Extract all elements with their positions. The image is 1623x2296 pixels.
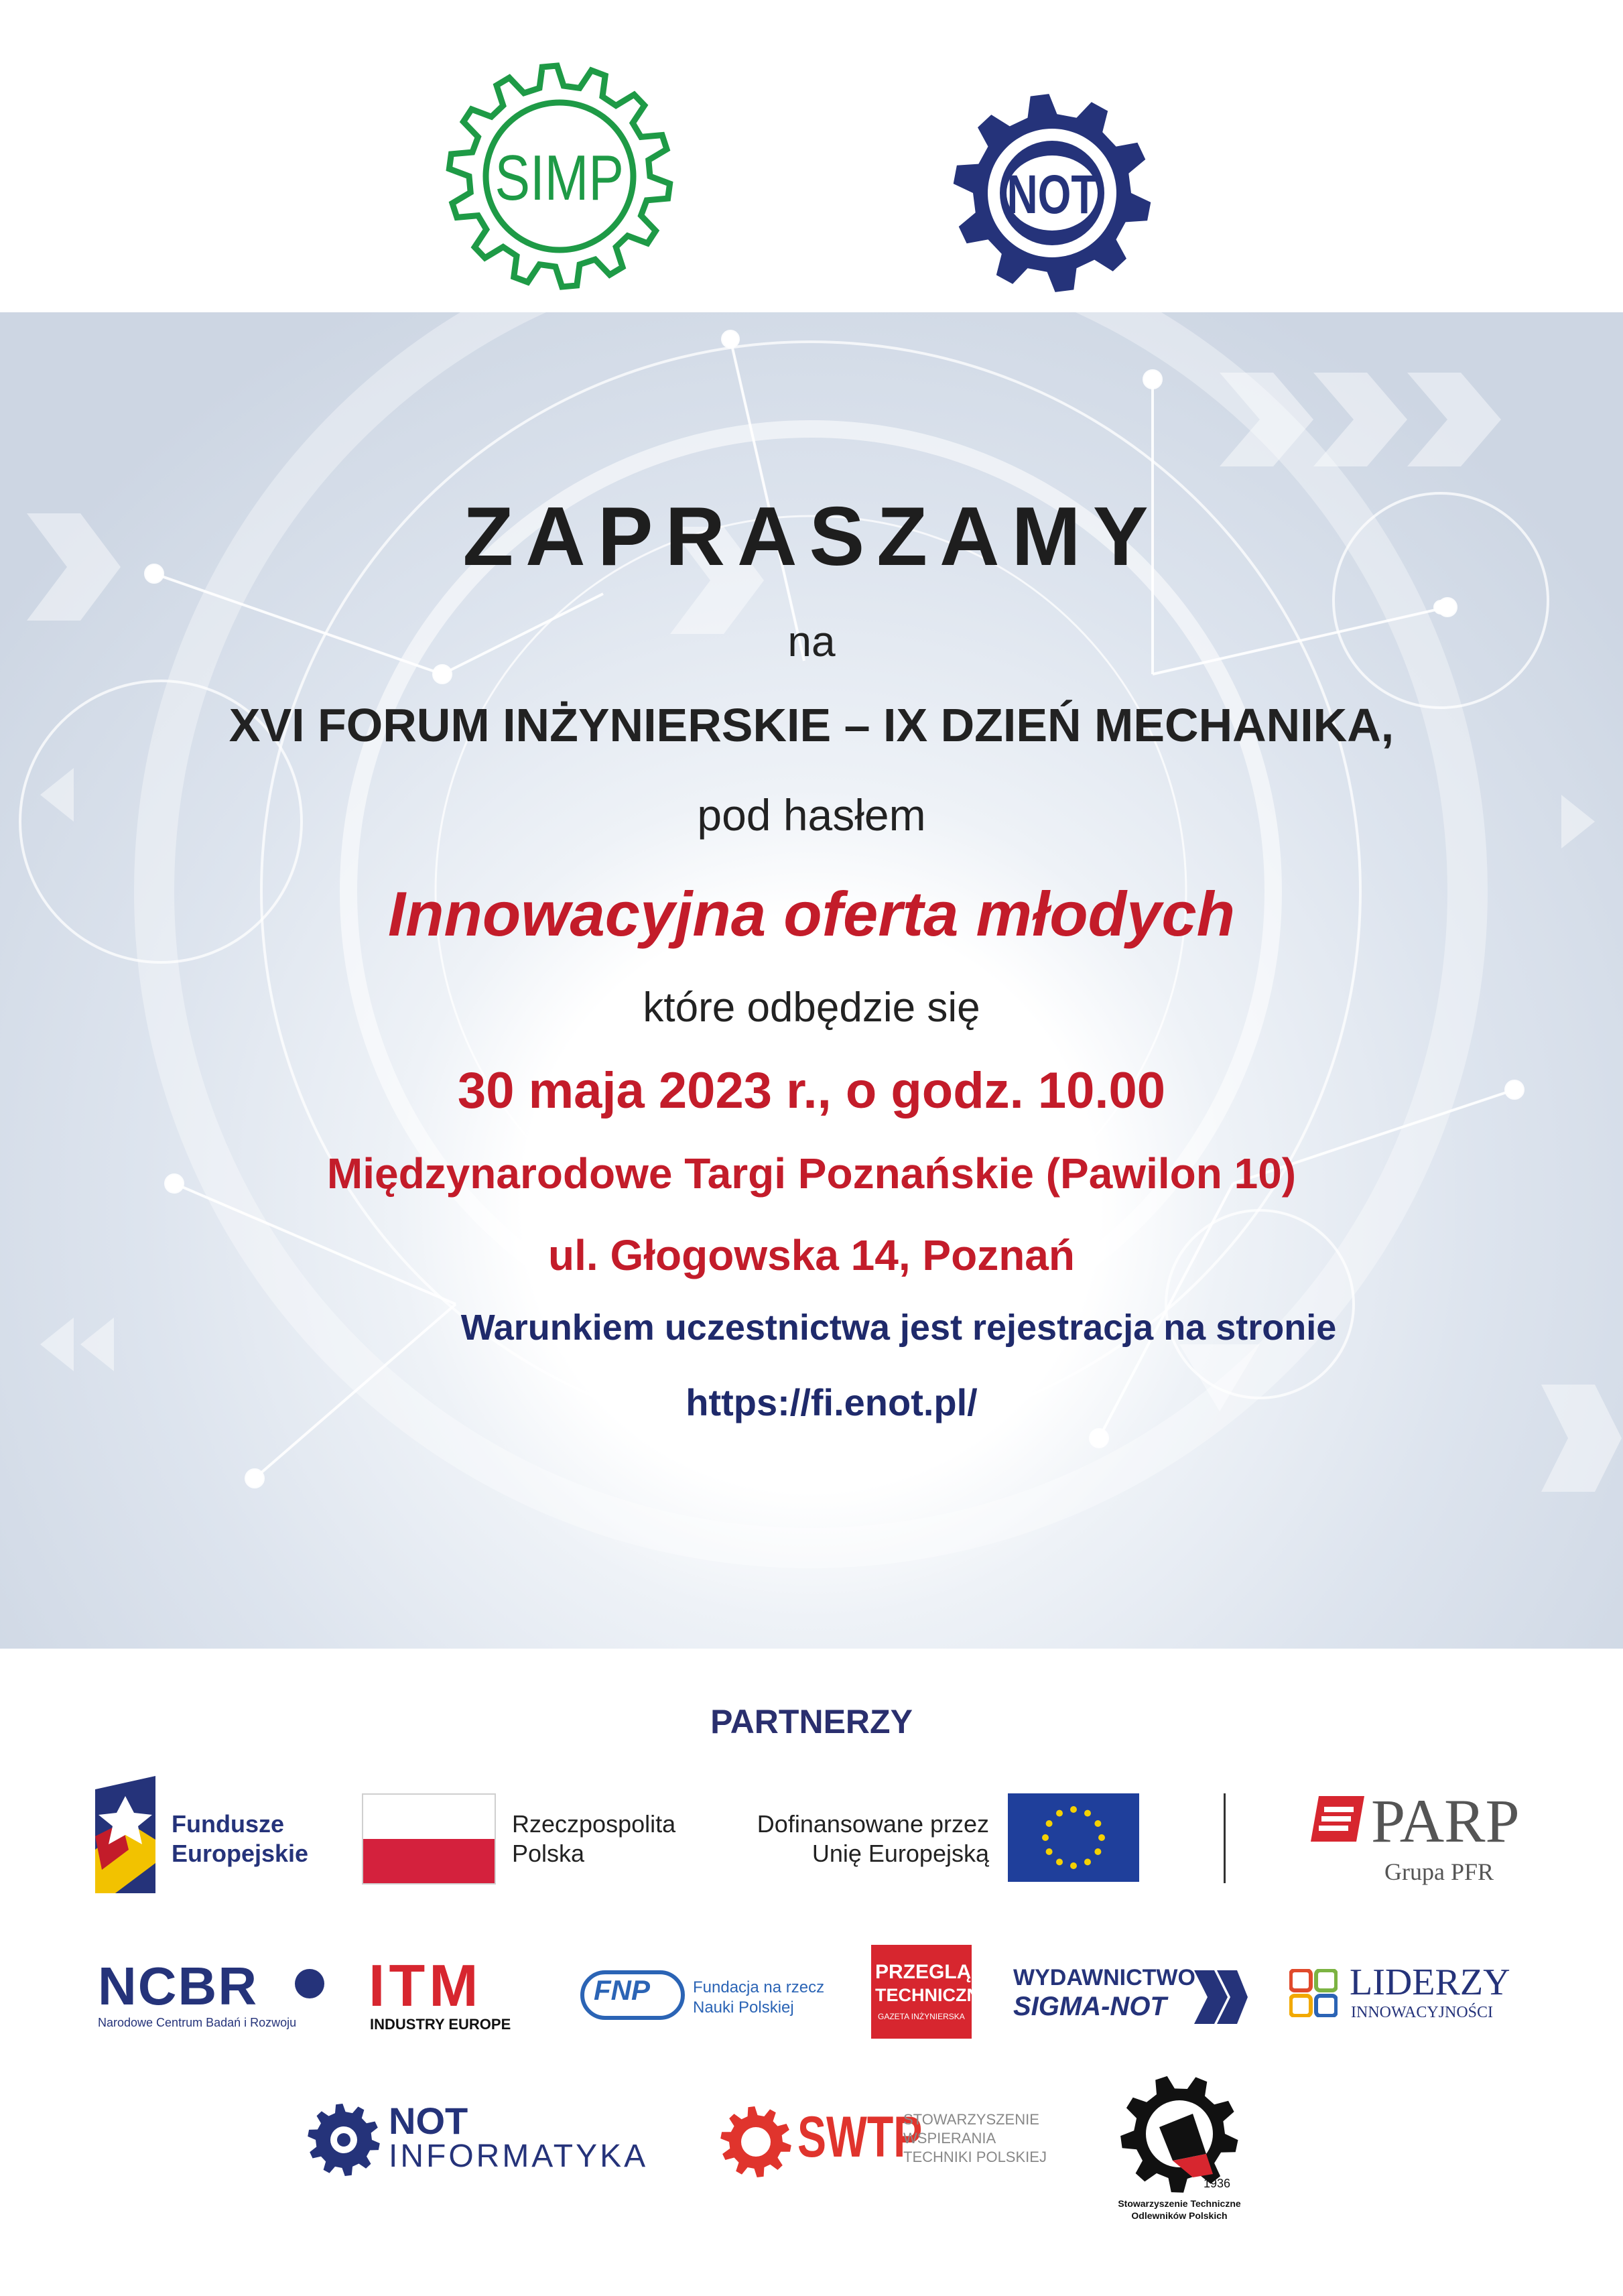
ncbr-sub-text: Narodowe Centrum Badań i Rozwoju	[98, 2016, 297, 2029]
fnp-label-2: Nauki Polskiej	[693, 1998, 794, 2017]
stop-year-text: 1936	[1204, 2177, 1231, 2190]
pt-label-2: TECHNICZNY	[875, 1985, 992, 2005]
przeglad-techniczny-logo	[871, 1945, 992, 2039]
invitation-title: ZAPRASZAMY	[462, 491, 1161, 583]
eu-flag-icon	[1008, 1793, 1139, 1882]
parp-logo-text: PARP	[1371, 1787, 1520, 1855]
event-venue: Międzynarodowe Targi Poznańskie (Pawilon 10)	[326, 1149, 1297, 1198]
sigma-chevron-icon	[1194, 1970, 1248, 2024]
simp-gear-logo-icon	[442, 59, 677, 294]
parp-sub-text: Grupa PFR	[1384, 1858, 1494, 1885]
when-intro: które odbędzie się	[643, 984, 980, 1031]
ncbr-circle-icon	[295, 1969, 324, 1998]
parp-mark-icon	[1311, 1796, 1364, 1842]
fnp-label-1: Fundacja na rzecz	[693, 1978, 825, 1996]
registration-note: Warunkiem uczestnictwa jest rejestracja na stronie	[460, 1308, 1337, 1348]
itm-sub-text: INDUSTRY EUROPE	[370, 2016, 511, 2033]
noti-label-2: INFORMATYKA	[389, 2139, 649, 2174]
eu-label-2: Unię Europejską	[812, 1840, 989, 1867]
slogan-intro: pod hasłem	[697, 790, 926, 840]
liderzy-label-2: INNOWACYJNOŚCI	[1351, 2004, 1494, 2021]
swtp-gear-icon	[720, 2106, 792, 2178]
pt-sub: GAZETA INŻYNIERSKA	[878, 2012, 965, 2021]
event-name: XVI FORUM INŻYNIERSKIE – IX DZIEŃ MECHANIKA,	[229, 699, 1394, 751]
stop-label-1: Stowarzyszenie Techniczne	[1118, 2198, 1241, 2209]
rp-label-1: Rzeczpospolita	[512, 1810, 676, 1838]
stop-gear-logo-icon	[1119, 2074, 1240, 2194]
fundusze-label-2: Europejskie	[172, 1840, 309, 1867]
invitation-na: na	[787, 617, 836, 665]
swtp-label-1: STOWARZYSZENIE	[903, 2111, 1039, 2128]
liderzy-label-1: LIDERZY	[1350, 1962, 1510, 2003]
not-gear-logo-icon	[952, 92, 1153, 294]
ncbr-logo-text: NCBR	[98, 1956, 259, 2016]
fundusze-europejskie-logo-icon	[88, 1776, 162, 1893]
not-informatyka-gear-icon	[307, 2103, 381, 2177]
eu-label-1: Dofinansowane przez	[757, 1810, 989, 1838]
fundusze-label-1: Fundusze	[172, 1810, 284, 1838]
event-address: ul. Głogowska 14, Poznań	[548, 1231, 1075, 1279]
simp-logo-text: SIMP	[495, 141, 624, 214]
sigma-label-2: SIGMA-NOT	[1013, 1992, 1167, 2021]
liderzy-squares-icon	[1289, 1969, 1338, 2017]
rp-label-2: Polska	[512, 1840, 585, 1867]
event-date: 30 maja 2023 r., o godz. 10.00	[457, 1062, 1166, 1119]
slogan: Innowacyjna oferta młodych	[387, 879, 1236, 949]
sigma-label-1: WYDAWNICTWO	[1013, 1965, 1195, 1990]
divider	[1224, 1793, 1226, 1883]
fnp-logo-text: FNP	[594, 1974, 650, 2006]
pt-label-1: PRZEGLĄD	[875, 1961, 986, 1983]
not-logo-text: NOT	[1007, 163, 1098, 225]
itm-logo-text: ITM	[369, 1952, 482, 2019]
stop-label-2: Odlewników Polskich	[1131, 2210, 1228, 2221]
swtp-label-2: WSPIERANIA	[903, 2130, 996, 2147]
registration-link[interactable]: https://fi.enot.pl/	[686, 1381, 978, 1423]
partners-title: PARTNERZY	[710, 1703, 913, 1740]
swtp-logo-text: SWTP	[797, 2105, 923, 2169]
swtp-label-3: TECHNIKI POLSKIEJ	[903, 2149, 1047, 2165]
noti-label-1: NOT	[389, 2100, 468, 2142]
polish-flag-icon	[362, 1793, 496, 1885]
